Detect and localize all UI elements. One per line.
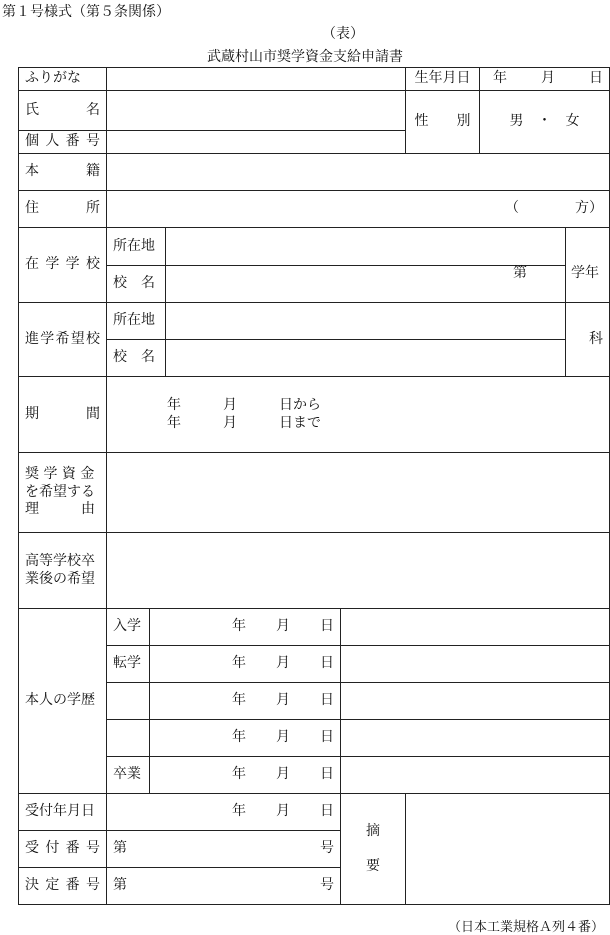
period-to: 年 月 日まで (167, 414, 321, 431)
period-field[interactable] (107, 377, 610, 453)
document-title: 武蔵村山市奨学資金支給申請書 (207, 49, 403, 65)
history-detail-4[interactable] (341, 757, 610, 794)
received-no-field[interactable]: 第 号 (107, 831, 341, 868)
history-detail-3[interactable] (341, 720, 610, 757)
history-date-3[interactable]: 年 月 日 (150, 720, 341, 757)
address-label: 住 所 (19, 191, 107, 228)
sex-label: 性 別 (406, 91, 480, 154)
period-label: 期 間 (19, 377, 107, 453)
current-school-location-label: 所在地 (107, 228, 166, 266)
history-date-2[interactable]: 年 月 日 (150, 683, 341, 720)
current-school-label: 在 学 学 校 (19, 228, 107, 303)
grade-prefix: 第 (513, 265, 527, 281)
name-field[interactable] (107, 91, 406, 131)
side-label: （表） (322, 26, 364, 42)
received-date-label: 受付年月日 (19, 794, 107, 831)
history-detail-0[interactable] (341, 609, 610, 646)
furigana-field[interactable] (107, 68, 406, 91)
decision-no-field[interactable]: 第 号 (107, 868, 341, 905)
mynumber-field[interactable] (107, 131, 406, 154)
address-field[interactable] (107, 191, 610, 228)
birthdate-label: 生年月日 (406, 68, 480, 91)
current-school-location-field[interactable] (166, 228, 566, 266)
form-number: 第１号様式（第５条関係） (2, 4, 170, 20)
history-date-1[interactable]: 年 月 日 (150, 646, 341, 683)
birthdate-day: 日 (589, 70, 604, 87)
target-school-label: 進学希望校 (19, 303, 107, 377)
honseki-field[interactable] (107, 154, 610, 191)
current-school-name-label: 校 名 (107, 265, 166, 303)
history-date-4[interactable]: 年 月 日 (150, 757, 341, 794)
mynumber-label: 個人番号 (19, 131, 107, 154)
reason-label: 奨 学 資 金 を希望する 理 由 (19, 453, 107, 533)
history-kind-1: 転学 (107, 646, 150, 683)
history-kind-4: 卒業 (107, 757, 150, 794)
department-cell[interactable] (566, 303, 610, 377)
received-date-field[interactable]: 年 月 日 (107, 794, 341, 831)
reason-field[interactable] (107, 453, 610, 533)
hope-field[interactable] (107, 533, 610, 609)
honseki-label: 本 籍 (19, 154, 107, 191)
birthdate-field[interactable] (480, 68, 610, 91)
period-from: 年 月 日から (167, 397, 321, 413)
target-school-location-label: 所在地 (107, 303, 166, 340)
decision-no-label: 決 定 番 号 (19, 868, 107, 905)
target-school-name-label: 校 名 (107, 340, 166, 377)
birthdate-year: 年 (493, 70, 508, 87)
department-suffix: 科 (589, 330, 604, 347)
history-detail-1[interactable] (341, 646, 610, 683)
history-kind-0: 入学 (107, 609, 150, 646)
birthdate-month: 月 (541, 70, 556, 87)
received-no-label: 受 付 番 号 (19, 831, 107, 868)
history-date-0[interactable]: 年 月 日 (150, 609, 341, 646)
target-school-name-field[interactable] (166, 340, 566, 377)
target-school-location-field[interactable] (166, 303, 566, 340)
hope-label: 高等学校卒 業後の希望 (19, 533, 107, 609)
sex-field[interactable]: 男 ・ 女 (480, 91, 610, 154)
remarks-label: 摘 要 (341, 794, 406, 905)
address-suffix: （ 方） (505, 200, 604, 217)
footer-note: （日本工業規格Ａ列４番） (447, 920, 604, 935)
history-kind-3 (107, 720, 150, 757)
remarks-field[interactable] (406, 794, 610, 905)
application-form-table (18, 67, 610, 905)
furigana-label: ふりがな (19, 68, 107, 91)
history-kind-2 (107, 683, 150, 720)
name-label: 氏 名 (19, 91, 107, 131)
current-school-name-field[interactable] (166, 265, 566, 303)
history-label: 本人の学歴 (19, 609, 107, 794)
grade-suffix: 学年 (571, 265, 599, 281)
history-detail-2[interactable] (341, 683, 610, 720)
